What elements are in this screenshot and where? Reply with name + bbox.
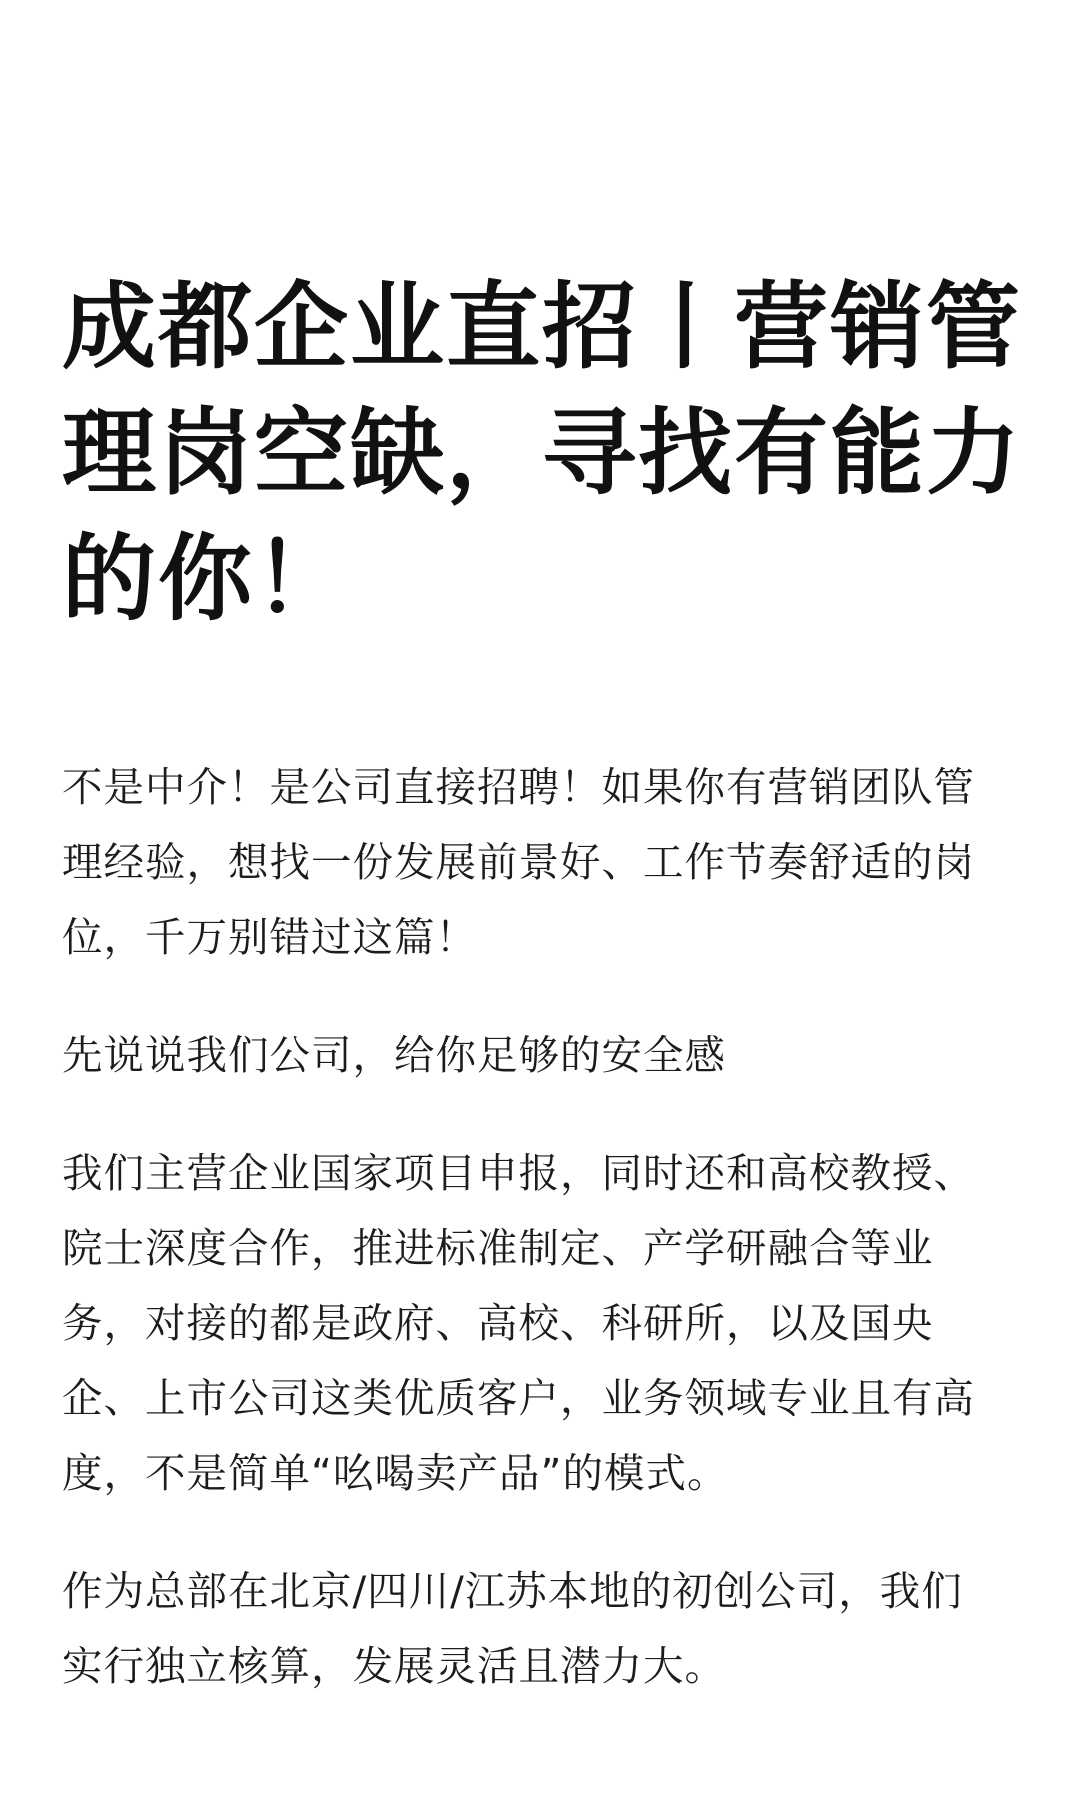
paragraph-line: 理经验，想找一份发展前景好、工作节奏舒适的岗 [62,838,975,886]
title-line: 理岗空缺，寻找有能力 [62,399,1023,508]
paragraph-line: 作为总部在北京/四川/江苏本地的初创公司，我们 [62,1567,963,1615]
paragraph-company-intro [62,1018,1020,1093]
paragraph-business [62,1136,1020,1511]
paragraph-line: 务，对接的都是政府、高校、科研所，以及国央 [62,1299,934,1347]
paragraph-headquarters [62,1554,1020,1704]
paragraph-line: 度，不是简单“吆喝卖产品”的模式。 [62,1449,729,1497]
article-title [62,265,1023,643]
paragraph-line: 我们主营企业国家项目申报，同时还和高校教授、 [62,1149,975,1197]
title-line: 成都企业直招丨营销管 [62,273,1023,382]
paragraph-line: 先说说我们公司，给你足够的安全感 [62,1031,726,1079]
paragraph-line: 位，千万别错过这篇！ [62,913,477,961]
article-body [62,750,1020,1704]
paragraph-intro [62,750,1020,975]
paragraph-line: 不是中介！是公司直接招聘！如果你有营销团队管 [62,763,975,811]
paragraph-line: 企、上市公司这类优质客户，业务领域专业且有高 [62,1374,975,1422]
title-line: 的你！ [62,525,351,634]
paragraph-line: 实行独立核算，发展灵活且潜力大。 [62,1642,726,1690]
paragraph-line: 院士深度合作，推进标准制定、产学研融合等业 [62,1224,934,1272]
